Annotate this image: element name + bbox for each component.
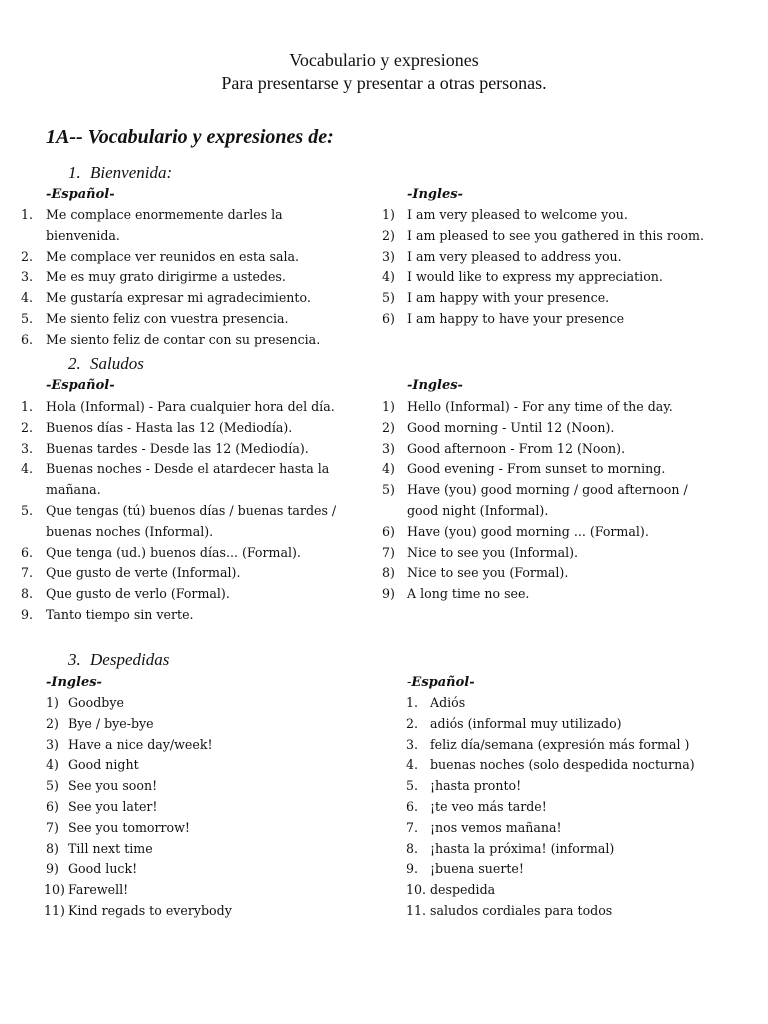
list-item: [382, 226, 717, 247]
section-heading-bienvenida: [68, 162, 172, 184]
list-item-marker: 11.: [406, 902, 427, 918]
list-item: [406, 714, 730, 735]
list-item-marker: 5): [382, 482, 395, 498]
list-item-text: A long time no see.: [407, 586, 530, 602]
list-item-text: Have (you) good morning ... (Formal).: [407, 523, 649, 539]
list-item-marker: 11): [44, 902, 65, 918]
list-item: [382, 247, 717, 268]
list-item: [406, 755, 730, 776]
list-item: [382, 397, 717, 418]
list-item-text: Nice to see you (Formal).: [407, 565, 569, 581]
list-item-text: I am very pleased to address you.: [407, 248, 622, 264]
list-item-text: ¡te veo más tarde!: [430, 798, 547, 814]
list-item-text: Me gustaría expresar mi agradecimiento.: [46, 290, 311, 306]
list-item-text: ¡buena suerte!: [430, 861, 524, 877]
list-item: [406, 880, 730, 901]
list-item: [21, 397, 356, 418]
list-item: [382, 459, 717, 480]
list-item-text: I am pleased to see you gathered in this room.: [407, 227, 704, 243]
list-item: [46, 839, 368, 860]
list-item-marker: 3.: [21, 440, 34, 456]
list-item: [46, 755, 368, 776]
list-item-marker: 10.: [406, 882, 427, 898]
list-item-text: Have (you) good morning / good afternoon / good night (Informal).: [407, 482, 688, 518]
saludos-english-list: [382, 397, 717, 605]
list-item-marker: 6.: [406, 798, 419, 814]
list-item: [21, 605, 356, 626]
list-item-text: Adiós: [430, 695, 466, 710]
list-item: [21, 459, 356, 501]
list-item-marker: 1): [46, 695, 59, 710]
column-label-espanol: -Español-: [46, 187, 115, 202]
list-item: [21, 501, 356, 543]
saludos-spanish-list: [21, 397, 356, 626]
list-item: [21, 584, 356, 605]
list-item: [44, 901, 368, 922]
list-item: [21, 309, 356, 330]
list-item-marker: 5): [382, 290, 395, 306]
column-label-ingles: -Ingles-: [46, 675, 102, 690]
list-item-text: Goodbye: [68, 695, 124, 710]
section-number: 3.: [68, 650, 81, 669]
list-item-marker: 9): [46, 861, 59, 877]
list-item: [382, 563, 717, 584]
list-item: [46, 693, 368, 714]
section-number: 1.: [68, 163, 81, 182]
list-item-marker: 2.: [406, 715, 419, 731]
list-item: [406, 735, 730, 756]
list-item-marker: 6.: [21, 331, 34, 347]
list-item-marker: 7.: [406, 819, 419, 835]
list-item: [406, 901, 730, 922]
list-item-marker: 5.: [406, 778, 419, 794]
list-item-marker: 2): [382, 419, 395, 435]
column-label-ingles: -Ingles-: [407, 187, 463, 202]
list-item-text: I am happy with your presence.: [407, 290, 610, 306]
list-item-text: ¡nos vemos mañana!: [430, 819, 562, 835]
section-title: Bienvenida:: [90, 163, 173, 182]
list-item-marker: 7): [382, 544, 395, 560]
section-title: Saludos: [90, 354, 144, 373]
list-item-marker: 3.: [406, 736, 419, 752]
list-item-text: Hello (Informal) - For any time of the day.: [407, 399, 673, 414]
list-item-text: Till next time: [68, 840, 153, 856]
list-item-text: despedida: [430, 882, 496, 898]
column-label-prefix: -: [407, 675, 412, 690]
list-item: [46, 797, 368, 818]
list-item-text: I am very pleased to welcome you.: [407, 207, 628, 222]
list-item: [382, 267, 717, 288]
list-item-text: Me complace ver reunidos en esta sala.: [46, 248, 300, 264]
list-item: [382, 522, 717, 543]
list-item-marker: 1): [382, 399, 395, 414]
list-item: [46, 859, 368, 880]
list-item-text: Good afternoon - From 12 (Noon).: [407, 440, 626, 456]
list-item-text: Buenas tardes - Desde las 12 (Mediodía).: [46, 440, 309, 456]
list-item: [21, 543, 356, 564]
list-item-text: Good night: [68, 757, 139, 773]
list-item-marker: 8): [382, 565, 395, 581]
list-item-marker: 8.: [406, 840, 419, 856]
list-item-marker: 4.: [406, 757, 419, 773]
bienvenida-english-list: [382, 205, 717, 330]
list-item-marker: 6): [46, 798, 59, 814]
list-item-text: saludos cordiales para todos: [430, 902, 613, 918]
list-item-marker: 1): [382, 207, 395, 222]
title-line-2: Para presentarse y presentar a otras personas.: [221, 73, 547, 93]
list-item-marker: 9.: [21, 606, 34, 622]
column-label-ingles: -Ingles-: [407, 378, 463, 393]
list-item-text: Buenos días - Hasta las 12 (Mediodía).: [46, 419, 293, 435]
section-title: Despedidas: [90, 650, 170, 669]
list-item-marker: 4.: [21, 461, 34, 477]
list-item-marker: 5): [46, 778, 59, 794]
list-item: [382, 205, 717, 226]
list-item-text: Que tenga (ud.) buenos días... (Formal).: [46, 544, 301, 560]
list-item: [21, 439, 356, 460]
list-item-marker: 3): [382, 440, 395, 456]
main-heading: 1A-- Vocabulario y expresiones de:: [46, 126, 334, 148]
despedidas-english-list: [44, 693, 368, 922]
list-item-text: adiós (informal muy utilizado): [430, 715, 622, 731]
list-item-text: See you tomorrow!: [68, 819, 190, 835]
list-item: [406, 693, 730, 714]
list-item: [21, 205, 356, 247]
list-item-text: I am happy to have your presence: [407, 310, 625, 326]
column-label-text: Español-: [411, 675, 475, 690]
list-item-text: buenas noches (solo despedida nocturna): [430, 757, 695, 773]
list-item: [46, 735, 368, 756]
list-item-marker: 1.: [21, 399, 34, 414]
list-item-text: Good luck!: [68, 861, 138, 877]
list-item: [382, 288, 717, 309]
list-item-marker: 3.: [21, 269, 34, 285]
list-item-marker: 1.: [406, 695, 419, 710]
section-heading-despedidas: [68, 649, 169, 671]
list-item-marker: 2.: [21, 248, 34, 264]
list-item-text: Nice to see you (Informal).: [407, 544, 579, 560]
bienvenida-spanish-list: [21, 205, 356, 351]
list-item: [21, 247, 356, 268]
list-item: [21, 330, 356, 351]
list-item-marker: 4): [382, 461, 395, 477]
list-item: [406, 776, 730, 797]
title-line-1: Vocabulario y expresiones: [289, 50, 479, 70]
list-item-text: Me es muy grato dirigirme a ustedes.: [46, 269, 286, 285]
list-item: [382, 439, 717, 460]
list-item-text: See you soon!: [68, 778, 158, 794]
list-item-marker: 2): [46, 715, 59, 731]
list-item-marker: 8): [46, 840, 59, 856]
list-item-text: Farewell!: [68, 882, 129, 898]
list-item: [46, 776, 368, 797]
list-item: [406, 818, 730, 839]
despedidas-spanish-list: [406, 693, 730, 922]
column-label-espanol: [407, 674, 475, 692]
section-heading-saludos: [68, 353, 144, 375]
list-item: [44, 880, 368, 901]
list-item: [21, 267, 356, 288]
list-item-text: Kind regads to everybody: [68, 902, 232, 918]
list-item-marker: 9.: [406, 861, 419, 877]
list-item-text: Bye / bye-bye: [68, 715, 154, 731]
list-item: [382, 418, 717, 439]
list-item: [382, 543, 717, 564]
list-item: [406, 839, 730, 860]
list-item-text: Good morning - Until 12 (Noon).: [407, 419, 615, 435]
list-item: [382, 480, 717, 522]
list-item-text: Me complace enormemente darles la bienvenida.: [46, 207, 283, 243]
list-item-marker: 6): [382, 523, 395, 539]
list-item: [21, 563, 356, 584]
list-item-marker: 6.: [21, 544, 34, 560]
section-number: 2.: [68, 354, 81, 373]
list-item-text: Buenas noches - Desde el atardecer hasta la mañana.: [46, 461, 330, 498]
list-item-text: ¡hasta la próxima! (informal): [430, 840, 615, 856]
list-item-marker: 3): [382, 248, 395, 264]
list-item-text: Que tengas (tú) buenos días / buenas tardes / buenas noches (Informal).: [46, 502, 337, 539]
list-item-marker: 9): [382, 586, 395, 602]
list-item: [21, 288, 356, 309]
list-item-text: Me siento feliz de contar con su presencia.: [46, 331, 321, 347]
list-item-text: Have a nice day/week!: [68, 736, 213, 752]
list-item-text: Que gusto de verlo (Formal).: [46, 586, 230, 602]
list-item: [382, 584, 717, 605]
list-item: [21, 418, 356, 439]
list-item: [382, 309, 717, 330]
list-item-text: Tanto tiempo sin verte.: [46, 606, 194, 622]
list-item-text: I would like to express my appreciation.: [407, 269, 663, 285]
list-item-marker: 8.: [21, 586, 34, 602]
list-item-text: Hola (Informal) - Para cualquier hora del día.: [46, 399, 335, 414]
list-item-marker: 2.: [21, 419, 34, 435]
column-label-espanol: -Español-: [46, 378, 115, 393]
list-item-marker: 10): [44, 882, 65, 898]
list-item-marker: 4): [382, 269, 395, 285]
list-item-marker: 1.: [21, 207, 34, 222]
list-item-marker: 3): [46, 736, 59, 752]
list-item-marker: 6): [382, 310, 395, 326]
list-item-text: Me siento feliz con vuestra presencia.: [46, 310, 289, 326]
list-item-marker: 5.: [21, 310, 34, 326]
list-item-marker: 7): [46, 819, 59, 835]
list-item: [406, 797, 730, 818]
list-item-marker: 4.: [21, 290, 34, 306]
list-item-marker: 5.: [21, 502, 34, 518]
list-item: [46, 818, 368, 839]
list-item-marker: 2): [382, 227, 395, 243]
list-item-marker: 7.: [21, 565, 34, 581]
document-title: [0, 49, 768, 95]
list-item-text: See you later!: [68, 798, 158, 814]
list-item-text: Good evening - From sunset to morning.: [407, 461, 666, 477]
list-item-text: feliz día/semana (expresión más formal ): [430, 736, 690, 752]
list-item-marker: 4): [46, 757, 59, 773]
list-item: [406, 859, 730, 880]
list-item-text: ¡hasta pronto!: [430, 778, 522, 794]
list-item-text: Que gusto de verte (Informal).: [46, 565, 241, 581]
list-item: [46, 714, 368, 735]
